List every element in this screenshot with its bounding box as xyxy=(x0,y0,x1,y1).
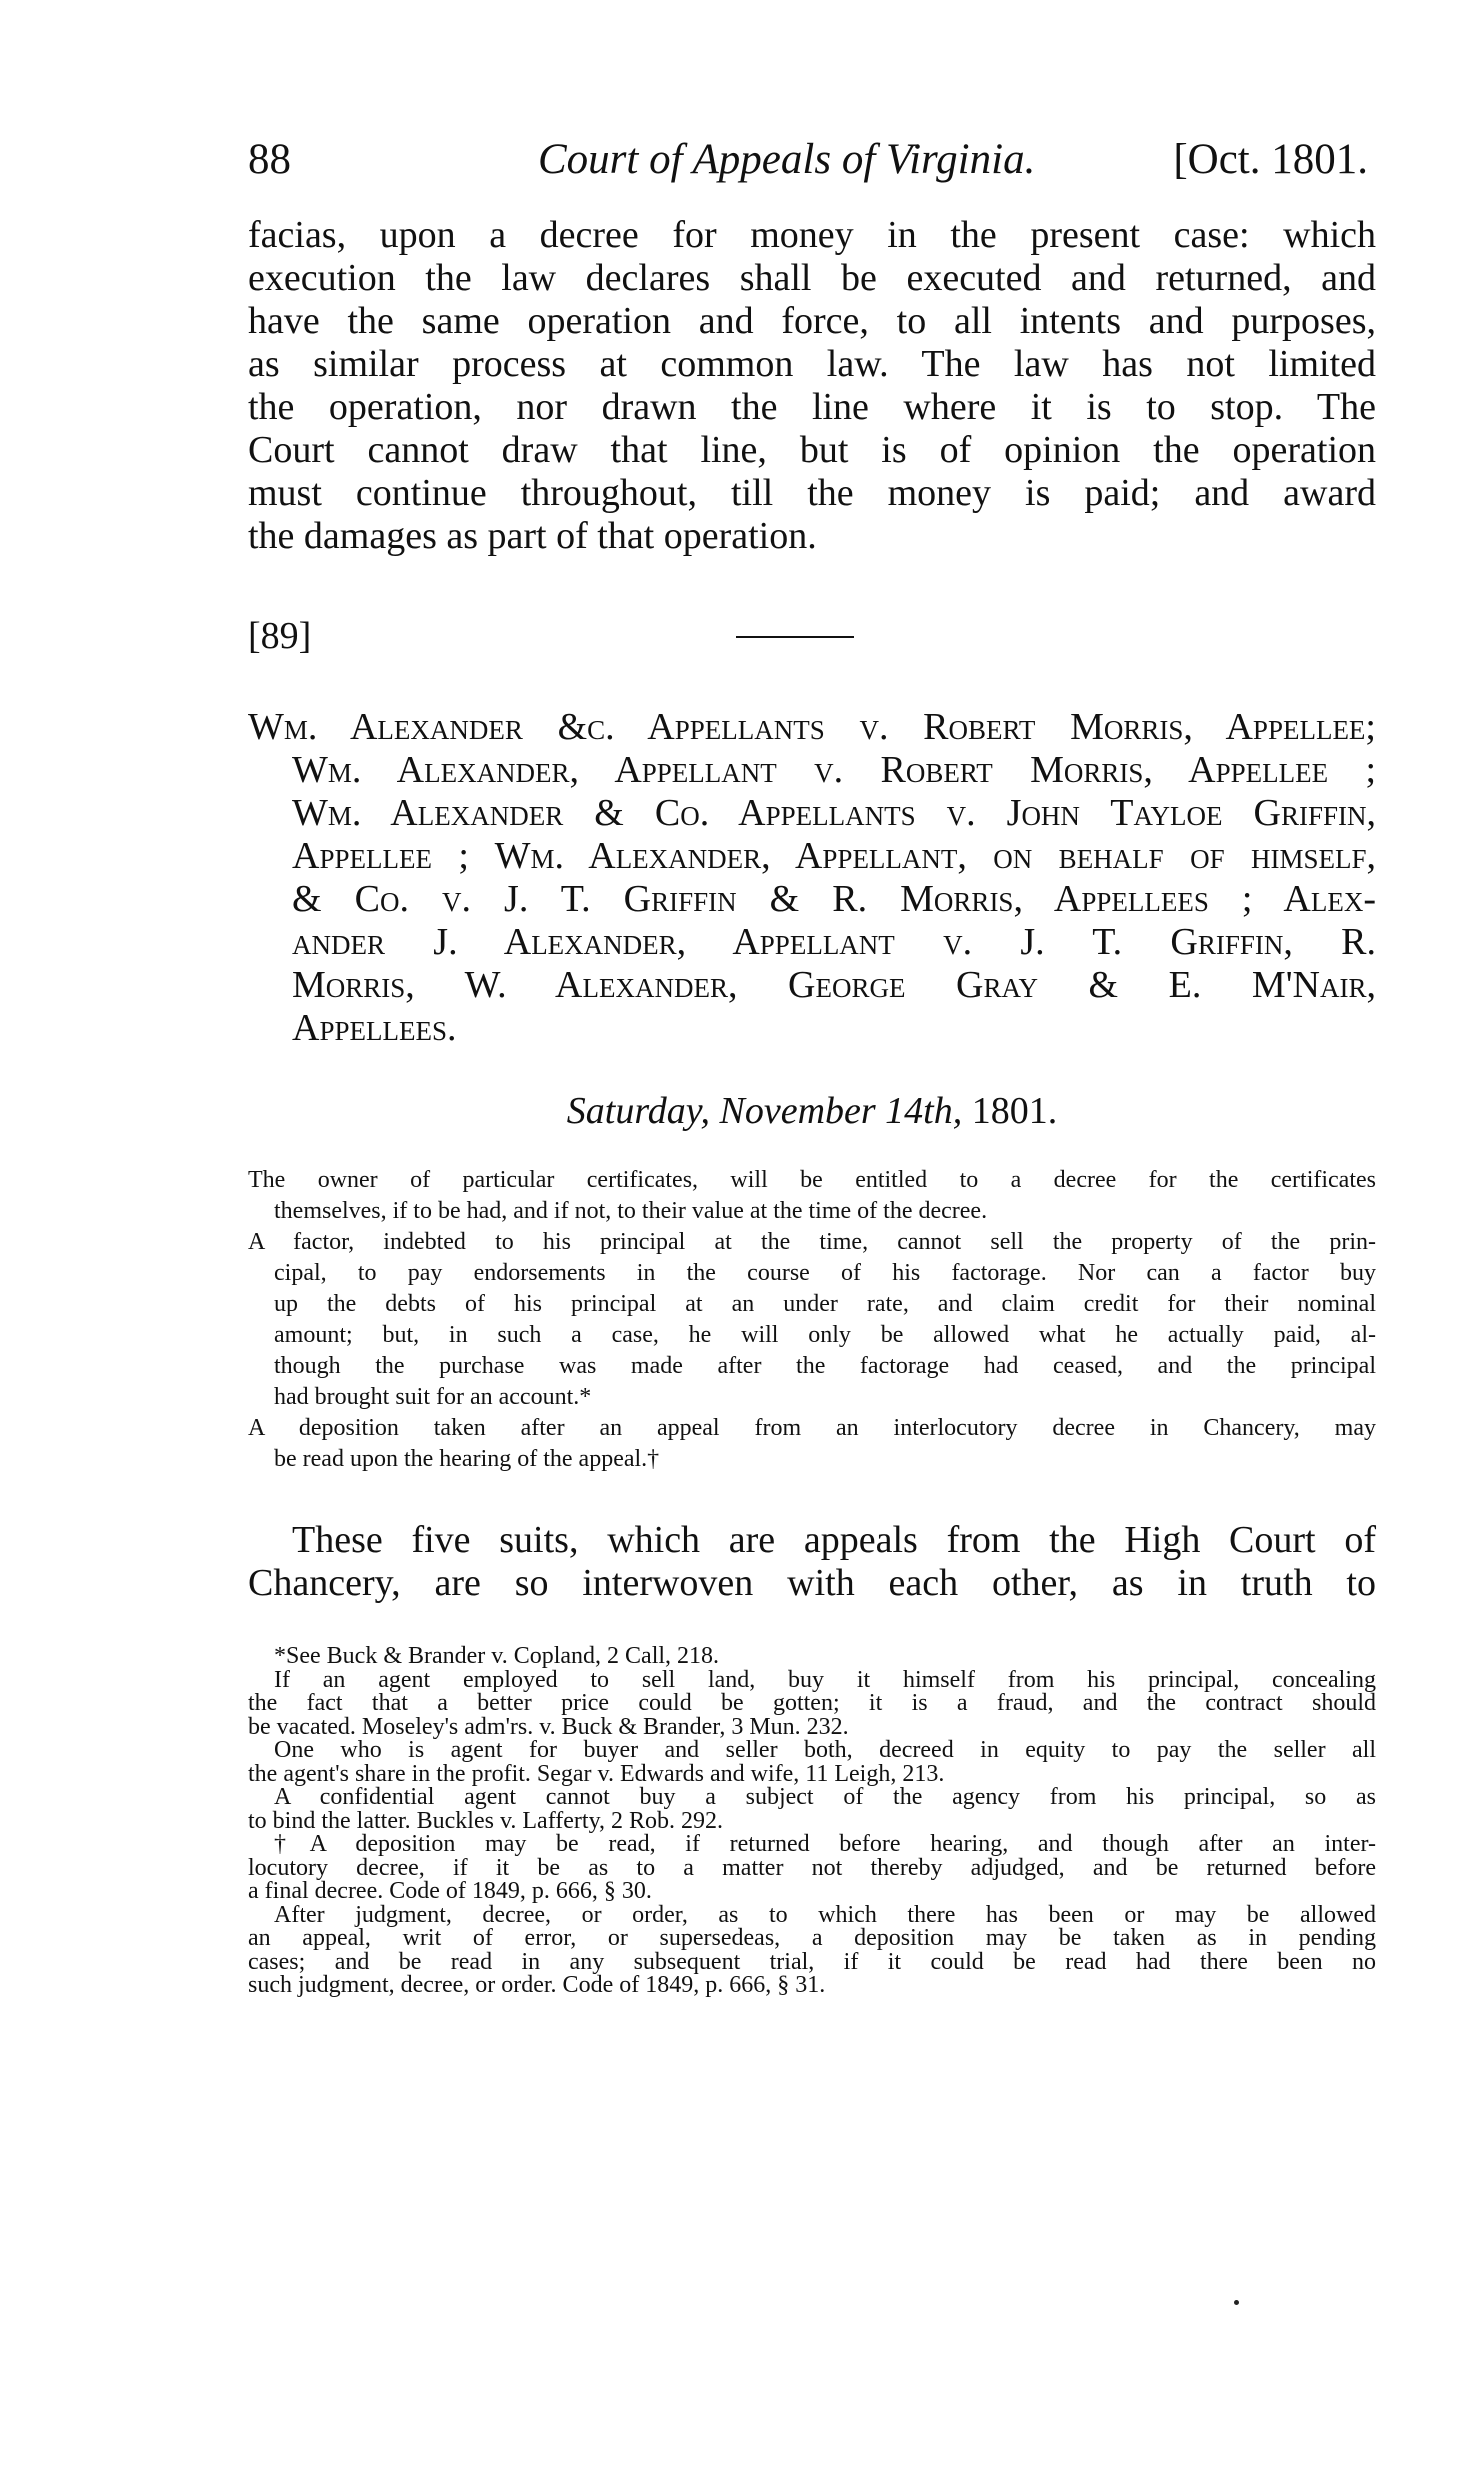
decision-year: 1801. xyxy=(971,1090,1058,1132)
opening-paragraph xyxy=(248,214,1376,558)
footnote-line: the fact that a better price could be gotten; it is a fraud, and the contract should xyxy=(248,1690,1376,1716)
case-title-line: Wm. Alexander, Appellant v. Robert Morris, Appellee ; xyxy=(292,749,1376,791)
page-number: 88 xyxy=(248,136,291,183)
header-date: [Oct. 1801. xyxy=(1173,136,1368,183)
decision-day: Saturday, November 14th, xyxy=(566,1090,963,1132)
opening-line: have the same operation and force, to all intents and purposes, xyxy=(248,300,1376,342)
body-line: Chancery, are so interwoven with each other, as in truth to xyxy=(248,1562,1376,1604)
stray-print-mark xyxy=(1234,2300,1239,2305)
syllabus-line: had brought suit for an account.* xyxy=(274,1384,592,1410)
opening-line: execution the law declares shall be executed and returned, and xyxy=(248,257,1376,299)
syllabus-line: cipal, to pay endorsements in the course of his factorage. Nor can a factor buy xyxy=(274,1260,1376,1286)
footnote-line: One who is agent for buyer and seller both, decreed in equity to pay the seller all xyxy=(274,1737,1376,1763)
section-separator xyxy=(248,606,1376,666)
case-title xyxy=(248,706,1376,1050)
opening-line: as similar process at common law. The law has not limited xyxy=(248,343,1376,385)
syllabus-line: amount; but, in such a case, he will only be allowed what he actually paid, al- xyxy=(274,1322,1376,1348)
decision-date xyxy=(248,1090,1376,1133)
footnote-line: cases; and be read in any subsequent trial, if it could be read had there been no xyxy=(248,1948,1376,1975)
syllabus-line: A deposition taken after an appeal from an interlocutory decree in Chancery, may xyxy=(248,1415,1376,1441)
separator-rule xyxy=(736,636,854,638)
page-marker: [89] xyxy=(248,615,312,657)
footnotes xyxy=(248,1645,1376,1998)
case-title-line: Appellee ; Wm. Alexander, Appellant, on behalf of himself, xyxy=(292,835,1376,877)
syllabus-item xyxy=(248,1413,1376,1475)
case-title-line: Morris, W. Alexander, George Gray & E. M'Nair, xyxy=(292,964,1376,1006)
case-title-line: Wm. Alexander &c. Appellants v. Robert Morris, Appellee; xyxy=(248,706,1376,748)
page xyxy=(248,130,1376,1998)
footnote-line: If an agent employed to sell land, buy it himself from his principal, concealing xyxy=(274,1666,1376,1693)
footnote-line: such judgment, decree, or order. Code of 1849, p. 666, § 31. xyxy=(248,1972,826,1998)
body-paragraph xyxy=(248,1519,1376,1605)
footnote-line: *See Buck & Brander v. Copland, 2 Call, 218. xyxy=(274,1643,720,1669)
footnote xyxy=(248,1786,1376,1833)
footnote-line: an appeal, writ of error, or supersedeas, a deposition may be taken as in pending xyxy=(248,1925,1376,1951)
footnote-line: After judgment, decree, or order, as to which there has been or may be allowed xyxy=(274,1901,1376,1928)
opening-line: must continue throughout, till the money is paid; and award xyxy=(248,472,1376,514)
syllabus-line: be read upon the hearing of the appeal.† xyxy=(274,1446,660,1472)
body-line: These five suits, which are appeals from the High Court of xyxy=(292,1519,1376,1561)
case-title-line: Appellees. xyxy=(292,1007,457,1049)
running-title: Court of Appeals of Virginia. xyxy=(538,136,1036,183)
syllabus-line: The owner of particular certificates, will be entitled to a decree for the certificates xyxy=(248,1167,1376,1193)
footnote-line: a final decree. Code of 1849, p. 666, § 30. xyxy=(248,1878,652,1904)
footnote-line: the agent's share in the profit. Segar v. Edwards and wife, 11 Leigh, 213. xyxy=(248,1760,945,1787)
opening-line: the operation, nor drawn the line where it is to stop. The xyxy=(248,386,1376,428)
footnote xyxy=(248,1645,1376,1669)
footnote-line: †A deposition may be read, if returned before hearing, and though after an inter- xyxy=(274,1831,1376,1857)
opening-line: Court cannot draw that line, but is of opinion the operation xyxy=(248,429,1376,471)
footnote-line: A confidential agent cannot buy a subject of the agency from his principal, so as xyxy=(274,1784,1376,1810)
syllabus xyxy=(248,1165,1376,1475)
footnote xyxy=(248,1833,1376,1904)
case-title-line: Wm. Alexander & Co. Appellants v. John Tayloe Griffin, xyxy=(292,792,1376,834)
syllabus-line: up the debts of his principal at an under rate, and claim credit for their nominal xyxy=(274,1291,1376,1317)
footnote-line: to bind the latter. Buckles v. Lafferty, 2 Rob. 292. xyxy=(248,1807,724,1834)
footnote xyxy=(248,1739,1376,1786)
syllabus-line: themselves, if to be had, and if not, to their value at the time of the decree. xyxy=(274,1198,988,1224)
case-title-line: ander J. Alexander, Appellant v. J. T. Griffin, R. xyxy=(292,921,1376,963)
footnote-line: locutory decree, if it be as to a matter not thereby adjudged, and be returned before xyxy=(248,1854,1376,1881)
syllabus-item xyxy=(248,1165,1376,1227)
opening-line: the damages as part of that operation. xyxy=(248,515,817,557)
opening-line: facias, upon a decree for money in the present case: which xyxy=(248,214,1376,256)
footnote xyxy=(248,1901,1376,1998)
syllabus-line: though the purchase was made after the factorage had ceased, and the principal xyxy=(274,1353,1376,1379)
syllabus-item xyxy=(248,1227,1376,1413)
case-title-line: & Co. v. J. T. Griffin & R. Morris, Appellees ; Alex- xyxy=(292,878,1376,920)
running-header xyxy=(248,130,1376,190)
footnote xyxy=(248,1666,1376,1740)
syllabus-line: A factor, indebted to his principal at the time, cannot sell the property of the prin- xyxy=(248,1229,1376,1255)
footnote-line: be vacated. Moseley's adm'rs. v. Buck & Brander, 3 Mun. 232. xyxy=(248,1713,849,1740)
